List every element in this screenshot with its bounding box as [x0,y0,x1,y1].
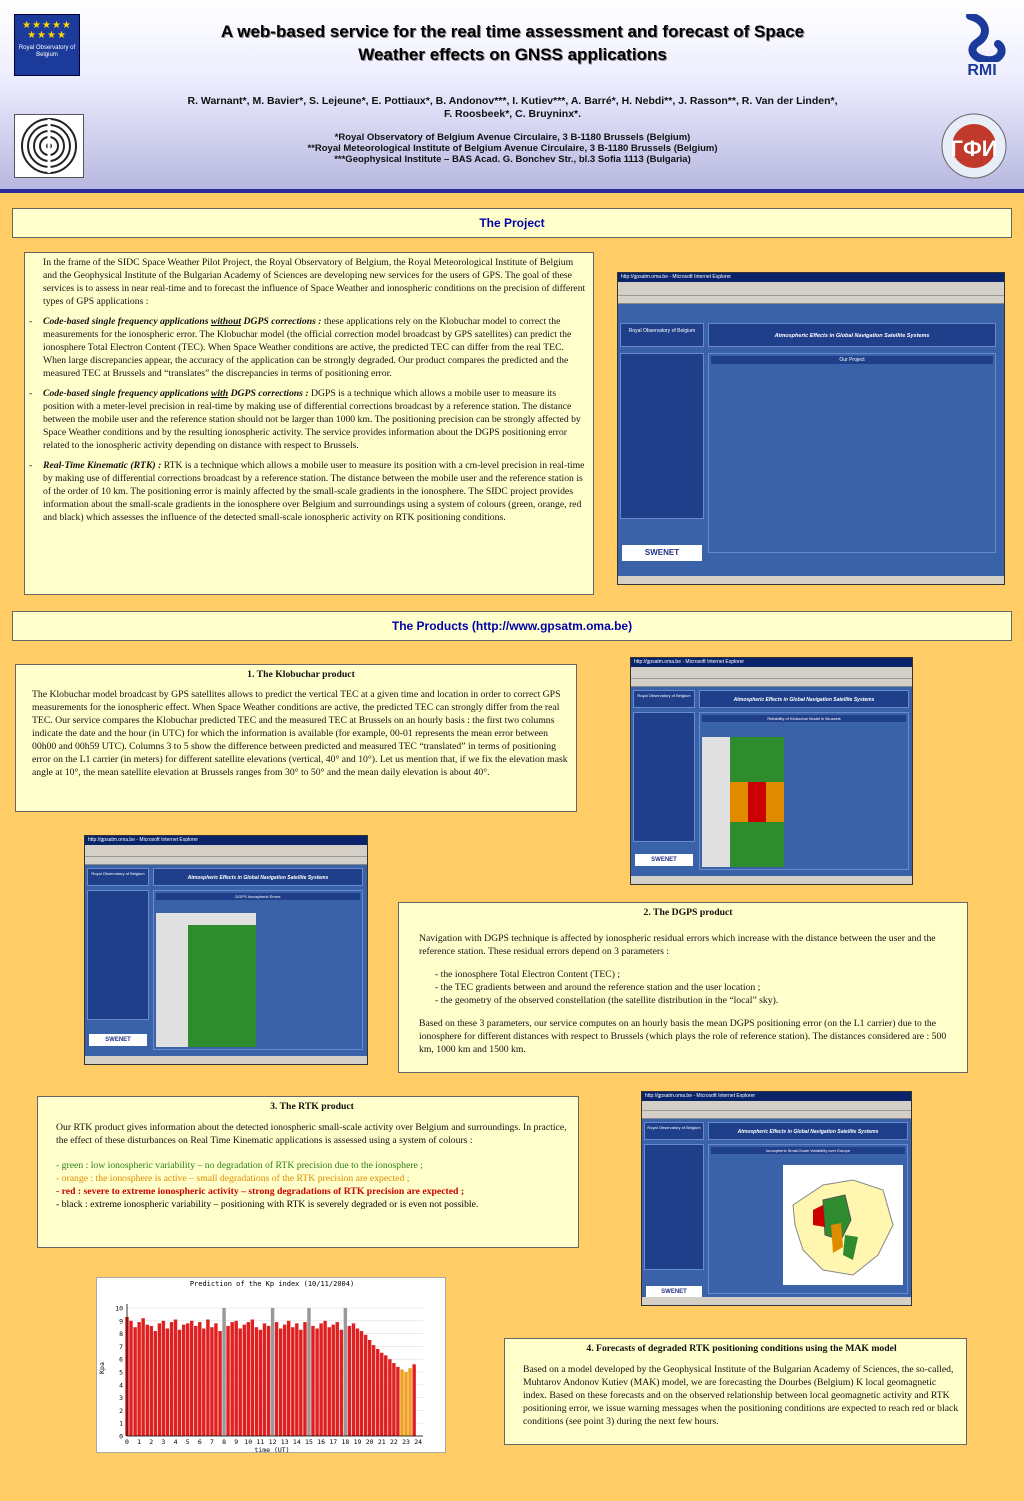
kp-bar [340,1330,343,1436]
y-tick-label: 1 [119,1419,123,1428]
browser-toolbar [85,845,367,857]
chart-title: Prediction of the Kp index (10/11/2004) [189,1280,355,1288]
rmi-logo-label: RMI [967,62,997,79]
affiliations [120,132,905,165]
site-sidebar [644,1144,704,1270]
site-banner: Atmospheric Effects in Global Navigation Satellite Systems [708,1122,908,1140]
kp-bar [158,1323,161,1436]
authors [120,95,905,121]
site-main [153,890,363,1050]
kp-bar [283,1325,286,1436]
kp-bar [141,1318,144,1436]
y-tick-label: 5 [119,1368,123,1377]
geo-logo-label: ГФИ [950,136,998,161]
kp-bar [214,1323,217,1436]
kp-bar [307,1308,310,1436]
rtk-box [37,1096,579,1248]
affiliation-3: ***Geophysical Institute – BAS Acad. G. Bonchev Str., bl.3 Sofia 1113 (Bulgaria) [334,154,691,165]
klobuchar-text: The Klobuchar model broadcast by GPS satellites allows to predict the vertical TEC at a given time and location in order to correct GPS measurements for the ionospheric effect. When Space Weather conditions are active, the predicted TEC can strongly differ from the real TEC. Our service compares the Klobuchar predicted TEC and the measured TEC at Brussels on an hourly basis : the first two columns indicate the date and the hour (in UTC) for which the information is available (for example, 00-01 represents the mean error between 00h00 and 00h59 UTC). Columns 3 to 5 show the difference between predicted and measured TEC “translated” in terms of positioning error on the L1 carrier (in meters) for different satellite elevations (vertical, 40° and 10°). Let us mention that, if we fix the elevation mask angle at 10°, the mean satellite elevation at Brussels ranges from 30° to 50° and the mean daily elevation is about 40°. [32,689,568,778]
browser-address-bar [618,296,1004,304]
mak-text: Based on a model developed by the Geophysical Institute of the Bulgarian Academy of Sciences, the so-called, Muhtarov Andonov Kutiev (MAK) model, we are forecasting the Dourbes (Belgium) K local geomagnetic index. Based on these forecasts and on the observed relationship between local geomagnetic activity and RTK positioning error, we issue warning messages when the positioning conditions are expected to reach red or black conditions (see point 3) during the next few hours. [523,1364,959,1427]
kp-bar [328,1327,331,1436]
kp-bar [356,1328,359,1436]
y-tick-label: 8 [119,1330,123,1339]
kp-bar [311,1326,314,1436]
kp-bar [344,1308,347,1436]
europe-map [783,1165,903,1285]
website-screenshot-project [617,272,1005,585]
kp-bar [295,1323,298,1436]
kp-bar [146,1325,149,1436]
x-tick-label: 10 [244,1438,253,1446]
x-tick-label: 7 [209,1438,214,1446]
kp-bar [222,1308,225,1436]
browser-statusbar [618,576,1004,584]
kp-chart-svg [97,1278,447,1454]
browser-toolbar [631,667,912,679]
kp-bar [396,1367,399,1436]
item1-title-end: DGPS corrections : [241,316,324,327]
item2-title-end: DGPS corrections : [228,388,312,399]
y-tick-label: 4 [119,1381,123,1390]
kp-bar [279,1328,282,1436]
labyrinth-logo [14,114,84,178]
kp-bar [376,1349,379,1436]
kp-bar [170,1322,173,1436]
x-tick-label: 12 [268,1438,277,1446]
item2-title-underline: with [210,388,229,399]
project-item-3: - Real-Time Kinematic (RTK) : RTK is a technique which allows a mobile user to measure its position with a cm-level precision in real-time by making use of differential corrections broadcast by a reference station. The distance between the mobile user and the reference station is of the order of 10 km. The positioning error is mainly affected by the small-scale gradients in the ionosphere. The SIDC project provides information about the small-scale gradients in the ionosphere over Belgium and surroundings using a system of colours (green, orange, red and black) which assesses the influence of the detected small-scale ionospheric activity on RTK positioning conditions. [29,460,585,523]
x-tick-label: 6 [197,1438,202,1446]
site-sidebar [620,353,704,519]
kp-bar [178,1330,181,1436]
kp-bar [412,1364,415,1436]
browser-statusbar [631,876,912,884]
kp-bar [384,1355,387,1436]
kp-bar [210,1327,213,1436]
x-tick-label: 1 [137,1438,142,1446]
browser-address-bar [642,1111,911,1119]
rtk-red-level: - red : severe to extreme ionospheric activity – strong degradations of RTK precision are expected ; [56,1186,465,1197]
kp-bar [243,1325,246,1436]
kp-bar [323,1321,326,1436]
x-tick-label: 2 [149,1438,154,1446]
kp-bar [133,1327,136,1436]
site-sidebar [87,890,149,1020]
kp-bar [218,1331,221,1436]
rtk-orange-level: - orange : the ionosphere is active – small degradations of the RTK precision are expected ; [56,1173,410,1184]
dgps-text-1: Navigation with DGPS technique is affected by ionospheric residual errors which increase with the distance between the user and the reference station. These residual errors depend on 3 parameters : [419,933,936,957]
kp-bar [303,1322,306,1436]
kp-bar [287,1321,290,1436]
kp-bar [182,1325,185,1436]
kp-bar [226,1326,229,1436]
x-tick-label: 13 [280,1438,289,1446]
browser-titlebar: http://gpsatm.oma.be - Microsoft Internet Explorer [642,1092,911,1101]
kp-bar [348,1326,351,1436]
kp-bar [360,1331,363,1436]
item2-title: Code-based single frequency applications [43,388,211,399]
dgps-text-2: Based on these 3 parameters, our service computes on an hourly basis the mean DGPS positioning error (on the L1 carrier) due to the ionosphere for different distances with respect to Brussels (which plays the role of reference station). The distances considered are : 500 km, 1000 km and 1500 km. [419,1018,947,1055]
affiliation-1: *Royal Observatory of Belgium Avenue Circulaire, 3 B-1180 Brussels (Belgium) [334,132,691,143]
kp-bar [408,1368,411,1436]
mak-box [504,1338,967,1445]
kp-bar [380,1353,383,1436]
y-tick-label: 9 [119,1317,123,1326]
kp-bar [388,1359,391,1436]
site-banner: Atmospheric Effects in Global Navigation Satellite Systems [708,323,996,347]
y-tick-label: 3 [119,1394,123,1403]
kp-bar [299,1330,302,1436]
kp-bar [186,1323,189,1436]
x-tick-label: 17 [329,1438,338,1446]
swenet-logo: SWENET [622,545,702,561]
dgps-list-item: - the ionosphere Total Electron Content (TEC) ; [435,969,621,980]
kp-bar [206,1320,209,1436]
rmi-swirl-icon [956,14,1008,62]
browser-titlebar: http://gpsatm.oma.be - Microsoft Internet Explorer [618,273,1004,282]
kp-bar [251,1320,254,1436]
x-tick-label: 9 [234,1438,239,1446]
kp-bar [291,1327,294,1436]
browser-address-bar [85,857,367,865]
logo-rob-label: Royal Observatory of Belgium [18,45,76,58]
swenet-logo: SWENET [89,1034,147,1046]
kp-bar [230,1322,233,1436]
site-logo: Royal Observatory of Belgium [644,1122,704,1140]
item1-title: Code-based single frequency applications [43,316,211,327]
kp-bar [154,1331,157,1436]
kp-bar [129,1321,132,1436]
dgps-title: 2. The DGPS product [643,907,733,918]
site-logo: Royal Observatory of Belgium [620,323,704,347]
y-tick-label: 0 [119,1432,123,1441]
authors-line-1: R. Warnant*, M. Bavier*, S. Lejeune*, E. Pottiaux*, B. Andonov***, I. Kutiev***, A. Barré*, H. Nebdi**, J. Rasson**, R. Van der Linden*, [187,95,838,107]
site-logo: Royal Observatory of Belgium [633,690,695,708]
x-tick-label: 24 [414,1438,423,1446]
website-screenshot-klobuchar [630,657,913,885]
x-tick-label: 23 [402,1438,410,1446]
y-tick-label: 2 [119,1406,123,1415]
site-banner: Atmospheric Effects in Global Navigation Satellite Systems [153,868,363,886]
kp-bar [271,1308,274,1436]
kp-bar [319,1323,322,1436]
site-main [708,353,996,553]
x-tick-label: 21 [377,1438,386,1446]
x-tick-label: 4 [173,1438,178,1446]
kp-bar [190,1321,193,1436]
kp-bar [364,1335,367,1436]
rmi-logo [956,14,1008,80]
project-item-2: - Code-based single frequency applications with DGPS corrections : DGPS is a technique which allows a mobile user to measure its position with a meter-level precision in real-time by making use of differential corrections broadcast by a reference station. The distance between the mobile user and the reference station should not be larger than 1000 km. The positioning precision can be strongly affected by Space Weather conditions and by the resulting ionospheric activity. The service provides information about the DGPS positioning error related to the ionospheric activity depending on distance with respect to Brussels. [29,388,581,451]
kp-bar [234,1321,237,1436]
rtk-text: Our RTK product gives information about the detected ionospheric small-scale activity over Belgium and surroundings. In practice, the effect of these disturbances on Real Time Kinematic applications is assessed using a system of colours : [56,1122,567,1146]
x-tick-label: 16 [317,1438,326,1446]
x-tick-label: 20 [365,1438,374,1446]
kp-bar [247,1322,250,1436]
affiliation-2: **Royal Meteorological Institute of Belgium Avenue Circulaire, 3 B-1180 Brussels (Belgium) [307,143,718,154]
dgps-list-item: - the TEC gradients between and around the reference station and the user location ; [435,982,761,993]
y-tick-label: 10 [115,1304,123,1313]
site-main [699,712,909,870]
dgps-color-table [156,913,256,1047]
browser-toolbar [618,282,1004,296]
kp-bar [336,1322,339,1436]
site-logo: Royal Observatory of Belgium [87,868,149,886]
kp-bar [137,1322,140,1436]
kp-bar [198,1322,201,1436]
site-section-heading: DGPS Ionospheric Errors [156,893,360,900]
klobuchar-title: 1. The Klobuchar product [247,669,355,680]
project-item-1: - Code-based single frequency applications without DGPS corrections : these applications rely on the Klobuchar model to correct the measurements for the ionospheric error. The Klobuchar model (the official correction model broadcast by GPS satellites) can predict the ionosphere Total Electron Content (TEC). When Space Weather conditions are active, the predicted TEC can differ from the real TEC. When large discrepancies appear, the accuracy of the application can be strongly degraded. Our product compares the predicted and the measured TEC at Brussels and “translates” the discrepancies in terms of positioning error. [29,316,572,379]
chart-xlabel: time (UT) [254,1446,290,1454]
kp-bar [368,1340,371,1436]
site-section-heading: Reliability of Klobuchar Model in Brussels [702,715,906,722]
kp-bar [166,1328,169,1436]
kp-bar [267,1326,270,1436]
item3-title: Real-Time Kinematic (RTK) : [43,460,164,471]
website-screenshot-rtk [641,1091,912,1306]
geophysical-institute-logo [940,112,1008,180]
kp-bar [275,1322,278,1436]
kp-bar [150,1326,153,1436]
project-heading: The Project [12,208,1012,238]
browser-toolbar [642,1101,911,1111]
mak-title: 4. Forecasts of degraded RTK positioning conditions using the MAK model [586,1343,897,1354]
site-section-heading: Ionospheric Small-Scale Variability over Europe [711,1147,905,1154]
poster-title [140,20,885,66]
browser-titlebar: http://gpsatm.oma.be - Microsoft Internet Explorer [631,658,912,667]
x-tick-label: 18 [341,1438,350,1446]
kp-bar [238,1328,241,1436]
x-tick-label: 15 [305,1438,313,1446]
star-icon: ★★★★★ ★★★★ [22,20,72,41]
x-tick-label: 11 [256,1438,265,1446]
swenet-logo: SWENET [646,1286,702,1298]
kp-bar [263,1323,266,1436]
royal-observatory-logo [14,14,80,76]
browser-titlebar: http://gpsatm.oma.be - Microsoft Internet Explorer [85,836,367,845]
item2-text: DGPS is a technique which allows a mobile user to measure its position with a meter-level precision in real-time by making use of differential corrections broadcast by a reference station. The distance between the mobile user and the reference station should not be larger than 1000 km. The positioning precision can be strongly affected by Space Weather conditions and by the resulting ionospheric activity. The service provides information about the DGPS positioning error related to the ionospheric activity depending on distance with respect to Brussels. [43,388,581,451]
kp-bar [352,1323,355,1436]
kp-bar [202,1328,205,1436]
kp-bar [255,1327,258,1436]
rtk-title: 3. The RTK product [270,1101,354,1112]
y-tick-label: 6 [119,1355,123,1364]
x-tick-label: 5 [185,1438,190,1446]
x-tick-label: 22 [389,1438,398,1446]
dgps-box [398,902,968,1073]
site-banner: Atmospheric Effects in Global Navigation Satellite Systems [699,690,909,708]
x-tick-label: 19 [353,1438,362,1446]
x-tick-label: 0 [125,1438,129,1446]
x-tick-label: 3 [161,1438,166,1446]
project-text-box [24,252,594,595]
kp-bar [404,1372,407,1436]
item1-title-underline: without [210,316,242,327]
swenet-logo: SWENET [635,854,693,866]
kp-bar [332,1325,335,1436]
kp-bar [174,1320,177,1436]
browser-address-bar [631,679,912,687]
project-intro: In the frame of the SIDC Space Weather Pilot Project, the Royal Observatory of Belgium, the Royal Meteorological Institute of Belgium and the Geophysical Institute of the Bulgarian Academy of Sciences are developing new services for the users of GPS. The goal of these services is to assess in near real-time and to forecast the influence of Space Weather and ionospheric conditions on the precision of different types of GPS applications : [43,257,586,307]
browser-statusbar [642,1297,911,1305]
rtk-green-level: - green : low ionospheric variability – no degradation of RTK precision due to the ionosphere ; [56,1160,423,1171]
kp-prediction-chart [96,1277,446,1453]
klobuchar-color-table [702,737,784,867]
kp-bar [162,1321,165,1436]
kp-bar [392,1363,395,1436]
x-tick-label: 8 [222,1438,227,1446]
kp-bar [259,1330,262,1436]
y-tick-label: 7 [119,1342,123,1351]
klobuchar-box [15,664,577,812]
kp-bar [194,1326,197,1436]
kp-bar [372,1345,375,1436]
item1-text: these applications rely on the Klobuchar model to correct the measurements for the ionospheric error. The Klobuchar model (the official correction model broadcast by GPS satellites) can predict the ionosphere Total Electron Content (TEC). When Space Weather conditions are active, the predicted TEC can differ from the real TEC. When large discrepancies appear, the accuracy of the application can be strongly degraded. Our product compares the predicted and the measured TEC at Brussels and “translates” the discrepancies in terms of positioning error. [43,316,572,379]
products-heading: The Products (http://www.gpsatm.oma.be) [12,611,1012,641]
chart-ylabel: Kpa [98,1362,106,1374]
site-main [708,1144,908,1294]
site-sidebar [633,712,695,842]
site-section-heading: Our Project [711,356,993,364]
rtk-black-level: - black : extreme ionospheric variability – positioning with RTK is severely degraded or is even not possible. [56,1199,479,1210]
browser-statusbar [85,1056,367,1064]
authors-line-2: F. Roosbeek*, C. Bruyninx*. [443,108,582,120]
poster-header [0,0,1024,193]
website-screenshot-dgps [84,835,368,1065]
kp-bar [315,1328,318,1436]
item3-text: RTK is a technique which allows a mobile user to measure its position with a cm-level precision in real-time by making use of differential corrections broadcast by a reference station. The distance between the mobile user and the reference station is of the order of 10 km. The positioning error is mainly affected by the small-scale gradients in the ionosphere. The SIDC project provides information about the small-scale gradients in the ionosphere over Belgium and surroundings using a system of colours (green, orange, red and black) which assesses the influence of the detected small-scale ionospheric activity on RTK positioning conditions. [43,460,585,523]
dgps-list-item: - the geometry of the observed constellation (the satellite distribution in the “local” sky). [435,995,779,1006]
title-line-1: A web-based service for the real time assessment and forecast of Space [220,22,805,41]
x-tick-label: 14 [292,1438,301,1446]
title-line-2: Weather effects on GNSS applications [358,45,667,64]
kp-bar [400,1369,403,1436]
